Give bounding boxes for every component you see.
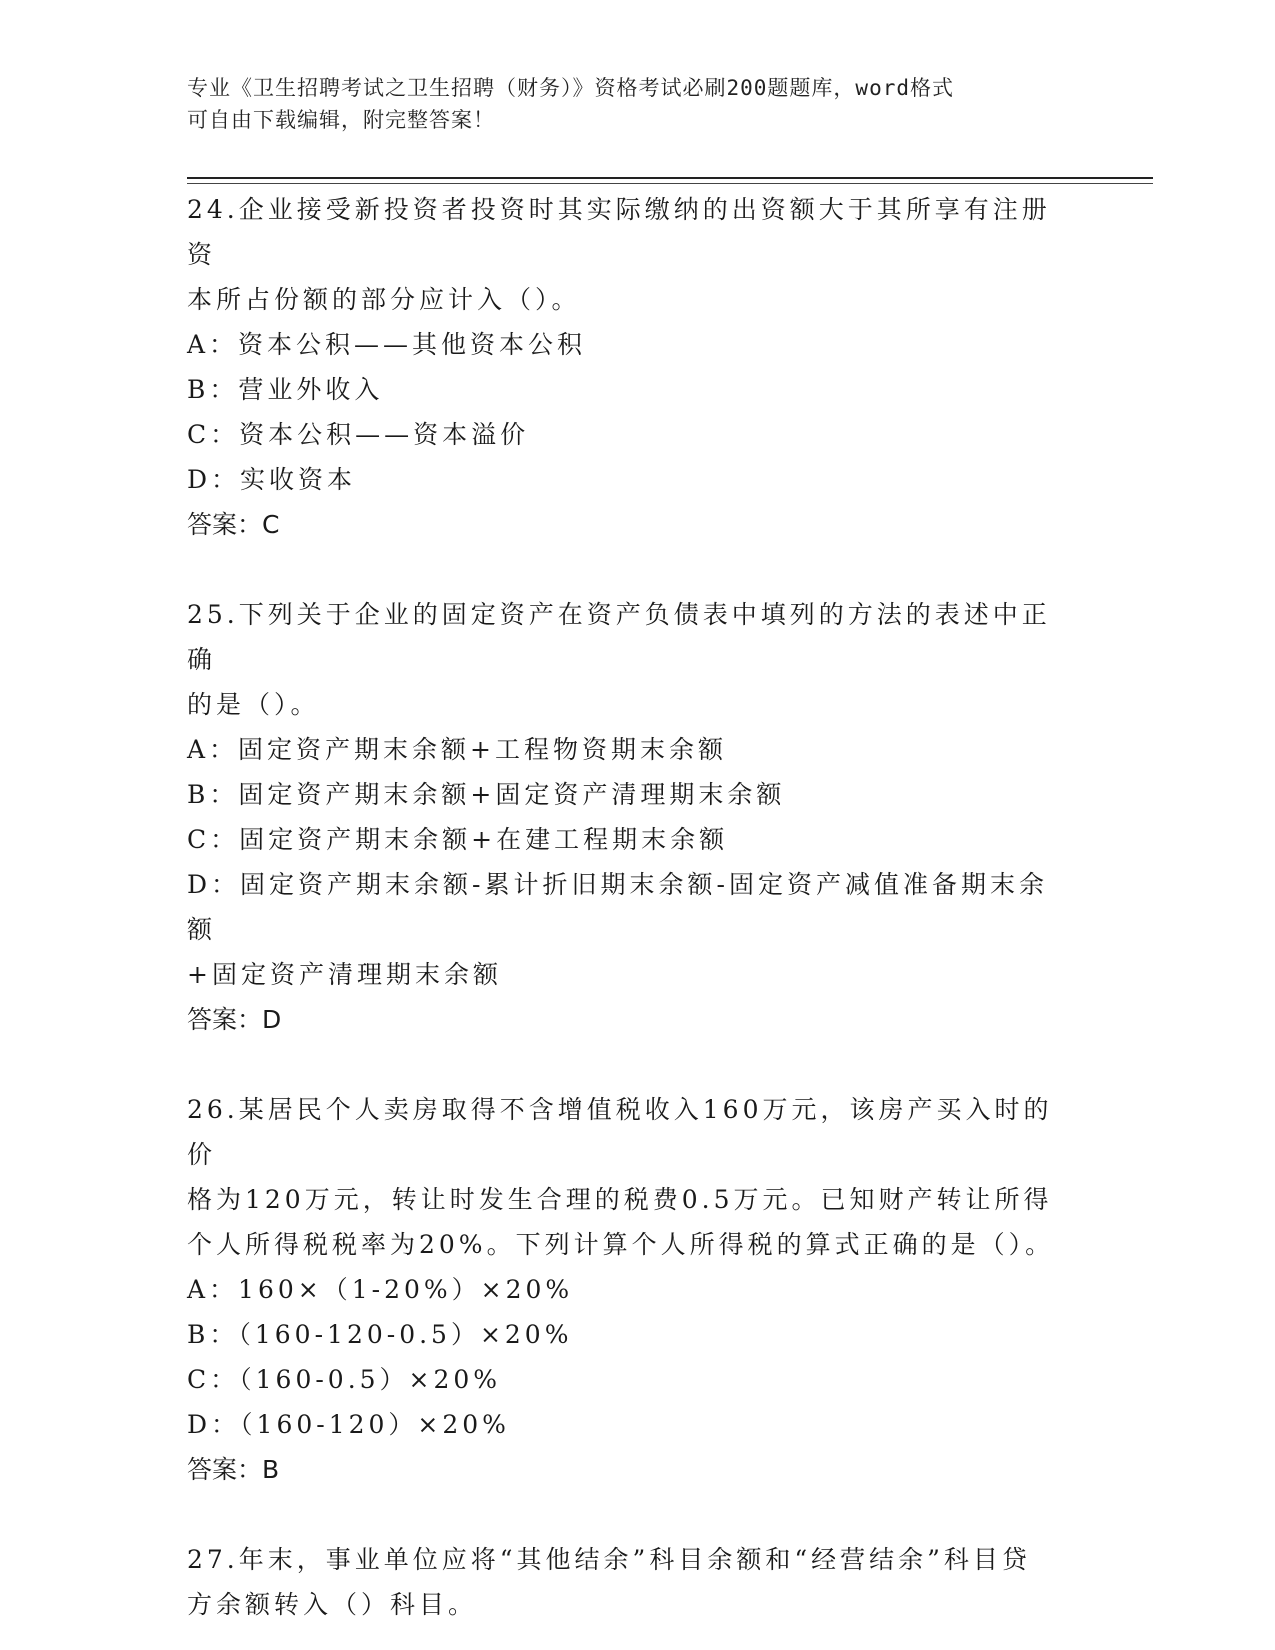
question-stem-line: 的是（）。 xyxy=(187,690,320,719)
spacer xyxy=(187,1492,1067,1537)
question-list xyxy=(187,187,1067,1627)
question-27 xyxy=(187,1537,1067,1627)
header-divider-thick xyxy=(187,177,1153,179)
option-d: D：实收资本 xyxy=(187,465,357,494)
option-a: A：固定资产期末余额+工程物资期末余额 xyxy=(187,735,728,764)
question-stem-line: 25.下列关于企业的固定资产在资产负债表中填列的方法的表述中正确 xyxy=(187,600,1051,674)
question-stem-line: 方余额转入（）科目。 xyxy=(187,1590,478,1619)
option-d-continuation: +固定资产清理期末余额 xyxy=(187,960,502,989)
option-d: D：（160-120）×20% xyxy=(187,1410,510,1439)
question-stem-line: 个人所得税税率为20%。下列计算个人所得税的算式正确的是（）。 xyxy=(187,1230,1055,1259)
question-stem-line: 格为120万元，转让时发生合理的税费0.5万元。已知财产转让所得 xyxy=(187,1185,1053,1214)
question-stem-line: 27.年末，事业单位应将“其他结余”科目余额和“经营结余”科目贷 xyxy=(187,1545,1031,1574)
option-d: D：固定资产期末余额-累计折旧期末余额-固定资产减值准备期末余额 xyxy=(187,870,1048,944)
option-a: A：资本公积——其他资本公积 xyxy=(187,330,587,359)
question-stem-line: 本所占份额的部分应计入（）。 xyxy=(187,285,581,314)
document-header xyxy=(187,72,1067,136)
question-26 xyxy=(187,1087,1067,1492)
header-divider-thin xyxy=(187,183,1153,184)
option-a: A：160×（1-20%）×20% xyxy=(187,1275,574,1304)
question-25 xyxy=(187,592,1067,1042)
option-b: B：固定资产期末余额+固定资产清理期末余额 xyxy=(187,780,786,809)
spacer xyxy=(187,547,1067,592)
option-b: B：营业外收入 xyxy=(187,375,384,404)
header-line-1: 专业《卫生招聘考试之卫生招聘（财务）》资格考试必刷200题题库，word格式 xyxy=(187,76,954,100)
question-24 xyxy=(187,187,1067,547)
question-stem-line: 26.某居民个人卖房取得不含增值税收入160万元，该房产买入时的价 xyxy=(187,1095,1053,1169)
question-stem-line: 24.企业接受新投资者投资时其实际缴纳的出资额大于其所享有注册资 xyxy=(187,195,1051,269)
answer-label: 答案：B xyxy=(187,1455,280,1484)
answer-label: 答案：D xyxy=(187,1005,282,1034)
header-line-2: 可自由下载编辑，附完整答案！ xyxy=(187,108,495,132)
option-c: C：（160-0.5）×20% xyxy=(187,1365,502,1394)
spacer xyxy=(187,1042,1067,1087)
answer-label: 答案：C xyxy=(187,510,280,539)
option-c: C：固定资产期末余额+在建工程期末余额 xyxy=(187,825,729,854)
option-b: B：（160-120-0.5）×20% xyxy=(187,1320,573,1349)
option-c: C：资本公积——资本溢价 xyxy=(187,420,530,449)
